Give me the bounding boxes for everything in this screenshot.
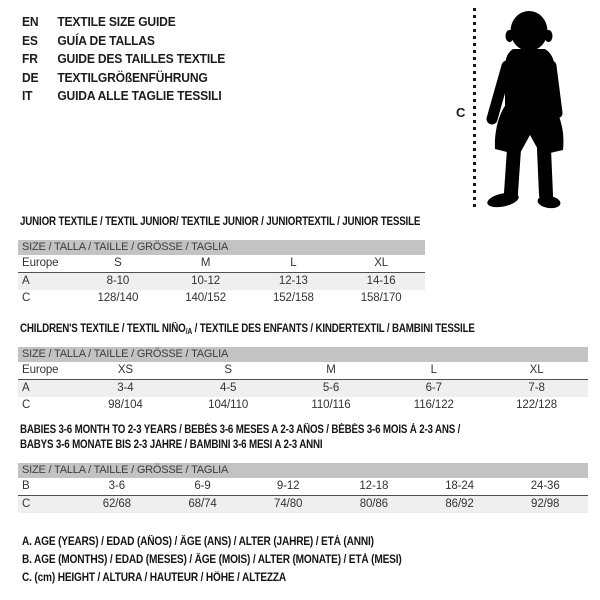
language-row — [22, 13, 225, 32]
size-cell: 5-6 — [322, 382, 340, 394]
table-row-height — [18, 397, 588, 414]
size-cell: L — [290, 257, 297, 269]
babies-table-title — [20, 423, 460, 452]
size-cell: 8-10 — [106, 275, 130, 287]
size-cell: 12-18 — [359, 480, 389, 492]
row-label: A — [22, 382, 30, 394]
size-cell: 6-7 — [425, 382, 442, 394]
size-cell: 62/68 — [102, 498, 131, 510]
size-cell: S — [114, 257, 122, 269]
table-row-height — [18, 496, 588, 513]
size-cell: 12-13 — [278, 275, 308, 287]
row-label: C — [22, 292, 31, 304]
size-cell: 116/122 — [413, 399, 454, 411]
size-cell: 104/110 — [208, 399, 249, 411]
language-code: FR — [22, 51, 38, 66]
title-part: / TEXTILE DES ENFANTS / KINDERTEXTIL / BAMBINI TESSILE — [192, 323, 475, 335]
table-row-age — [18, 380, 588, 397]
language-list — [22, 13, 225, 106]
footnote-a: A. AGE (YEARS) / EDAD (AÑOS) / ÂGE (ANS) / ALTER (JAHRE) / ETÀ (ANNI) — [22, 536, 374, 548]
row-label: C — [22, 498, 31, 510]
language-code: EN — [22, 14, 39, 29]
size-cell: L — [430, 364, 437, 376]
size-cell: XL — [529, 364, 544, 376]
children-size-table — [18, 347, 588, 414]
size-cell: 14-16 — [366, 275, 396, 287]
language-code: ES — [22, 32, 38, 48]
language-row — [22, 50, 225, 69]
language-row — [22, 32, 225, 51]
table-row-europe — [18, 362, 588, 380]
junior-size-table — [18, 240, 425, 307]
title-part: CHILDREN'S TEXTILE / TEXTIL NIÑO — [20, 323, 186, 335]
size-cell: 140/152 — [185, 292, 227, 304]
size-cell: 10-12 — [191, 275, 221, 287]
size-cell: XL — [374, 257, 389, 269]
size-cell: 24-36 — [530, 480, 560, 492]
babies-title-line2: BABYS 3-6 MONATE BIS 2-3 JAHRE / BAMBINI 3-6 MESI A 2-3 ANNI — [20, 438, 323, 451]
table-row-age — [18, 273, 425, 290]
size-cell: 3-6 — [108, 480, 125, 492]
row-label: Europe — [22, 364, 59, 376]
language-code: IT — [22, 88, 33, 103]
size-cell: 86/92 — [445, 498, 474, 510]
size-cell: XS — [117, 364, 133, 376]
size-cell: 3-4 — [117, 382, 134, 394]
size-cell: 6-9 — [194, 480, 211, 492]
language-row — [22, 69, 225, 88]
size-cell: 18-24 — [445, 480, 474, 492]
language-row — [22, 87, 225, 106]
size-cell: 92/98 — [531, 498, 560, 510]
size-cell: M — [200, 257, 211, 269]
size-cell: M — [326, 364, 336, 376]
footnote-c: C. (cm) HEIGHT / ALTURA / HAUTEUR / HÖHE / ALTEZZA — [22, 572, 287, 584]
size-cell: 128/140 — [97, 292, 139, 304]
language-label: TEXTILE SIZE GUIDE — [57, 14, 176, 29]
size-cell: 110/116 — [311, 399, 351, 411]
size-cell: S — [224, 364, 232, 376]
language-label: GUÍA DE TALLAS — [57, 32, 155, 48]
row-label: B — [22, 480, 30, 492]
row-label: Europe — [22, 257, 59, 269]
language-label: GUIDA ALLE TAGLIE TESSILI — [57, 88, 222, 103]
row-label: C — [22, 399, 31, 411]
size-header-bar: SIZE / TALLA / TAILLE / GRÖSSE / TAGLIA — [18, 240, 425, 255]
table-row-europe — [18, 255, 425, 273]
table-row-height — [18, 290, 425, 307]
size-header-bar: SIZE / TALLA / TAILLE / GRÖSSE / TAGLIA — [18, 347, 588, 362]
size-cell: 7-8 — [528, 382, 545, 394]
size-cell: 80/86 — [359, 498, 388, 510]
title-part-subscript: /A — [185, 327, 193, 336]
junior-table-title: JUNIOR TEXTILE / TEXTIL JUNIOR/ TEXTILE JUNIOR / JUNIORTEXTIL / JUNIOR TESSILE — [20, 216, 421, 228]
size-cell: 68/74 — [188, 498, 217, 510]
size-cell: 158/170 — [360, 292, 402, 304]
size-cell: 152/158 — [272, 292, 314, 304]
measure-label-c: C — [456, 105, 466, 120]
size-cell: 4-5 — [220, 382, 237, 394]
babies-size-table — [18, 463, 588, 513]
height-measure-dashed-line — [473, 8, 476, 208]
footnote-b: B. AGE (MONTHS) / EDAD (MESES) / ÂGE (MOIS) / ALTER (MONATE) / ETÀ (MESI) — [22, 554, 402, 566]
table-row-months — [18, 478, 588, 496]
baby-silhouette-icon — [483, 8, 573, 210]
row-label: A — [22, 275, 30, 287]
size-header-bar: SIZE / TALLA / TAILLE / GRÖSSE / TAGLIA — [18, 463, 588, 478]
babies-title-line1: BABIES 3-6 MONTH TO 2-3 YEARS / BEBÉS 3-6 MESES A 2-3 AÑOS / BÉBÉS 3-6 MOIS À 2-3 ANS / — [20, 424, 461, 436]
size-cell: 122/128 — [516, 399, 558, 411]
language-label: TEXTILGRÖßENFÜHRUNG — [57, 69, 208, 85]
children-table-title — [20, 322, 475, 340]
size-cell: 9-12 — [276, 480, 300, 492]
language-code: DE — [22, 69, 39, 85]
language-label: GUIDE DES TAILLES TEXTILE — [57, 51, 226, 66]
size-cell: 74/80 — [274, 498, 303, 510]
size-cell: 98/104 — [108, 399, 143, 411]
